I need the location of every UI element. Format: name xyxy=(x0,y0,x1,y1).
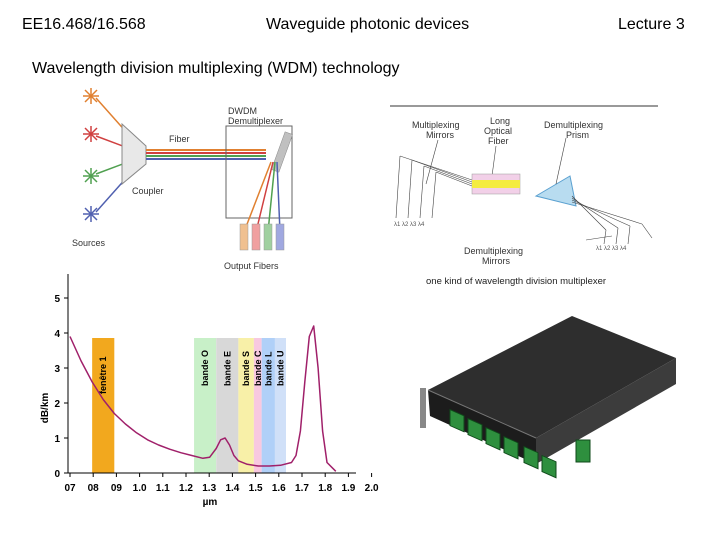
band-label: fenêtre 1 xyxy=(98,356,109,394)
long-fiber-label: Long xyxy=(490,116,511,126)
demux-mirrors-label-2: Mirrors xyxy=(482,256,510,266)
y-tick-label: 4 xyxy=(54,329,60,340)
right-wavelength-ticks: λ1 λ2 λ3 λ4 xyxy=(596,246,627,252)
long-fiber-label-3: Fiber xyxy=(488,136,509,146)
band-label: bande E xyxy=(222,350,233,386)
x-tick-label: 08 xyxy=(87,483,99,494)
demux-output-beams xyxy=(244,162,280,232)
band-label: bande C xyxy=(252,350,263,386)
x-ticks xyxy=(64,473,379,494)
output-fiber-1 xyxy=(240,224,248,250)
output-fibers xyxy=(240,224,284,250)
x-tick-label: 1.2 xyxy=(179,483,193,494)
band-label: bande S xyxy=(241,350,252,386)
x-tick-label: 2.0 xyxy=(364,483,379,494)
multiplexed-fiber xyxy=(146,150,266,159)
source-star-1 xyxy=(83,88,99,104)
x-tick-label: 1.1 xyxy=(155,483,170,494)
wdm-module-photo xyxy=(406,304,690,498)
output-fiber-3 xyxy=(264,224,272,250)
left-wavelength-ticks: λ1 λ2 λ3 λ4 xyxy=(394,222,425,228)
multiplexer-caption: one kind of wavelength division multiplexer xyxy=(426,276,607,287)
coupler-label: Coupler xyxy=(132,186,164,196)
x-tick-label: 1.8 xyxy=(318,483,333,494)
y-tick-label: 2 xyxy=(54,399,60,410)
sources-label: Sources xyxy=(72,238,106,248)
x-tick-label: 1.9 xyxy=(341,483,356,494)
x-axis-label: µm xyxy=(202,497,218,508)
coupler-shape xyxy=(122,124,146,184)
x-tick-label: 1.3 xyxy=(202,483,217,494)
x-tick-label: 1.0 xyxy=(132,483,147,494)
demux-prism-label-2: Prism xyxy=(566,130,589,140)
demultiplexer-label: Demultiplexer xyxy=(228,116,284,126)
y-tick-label: 1 xyxy=(54,434,60,445)
optical-fiber-core xyxy=(472,180,520,188)
dwdm-diagram xyxy=(66,84,366,274)
mounting-bracket xyxy=(420,388,426,428)
lecture-number: Lecture 3 xyxy=(618,16,685,33)
demux-prism-label: Demultiplexing xyxy=(544,120,604,130)
demux-prism xyxy=(536,176,576,206)
mux-mirrors-label-2: Mirrors xyxy=(426,130,454,140)
demux-mirrors-label: Demultiplexing xyxy=(464,246,524,256)
x-tick-label: 07 xyxy=(64,483,76,494)
band-label: bande L xyxy=(263,351,274,386)
long-fiber-label-2: Optical xyxy=(484,126,513,136)
output-fiber-2 xyxy=(252,224,260,250)
fiber-loss-chart xyxy=(26,266,386,510)
source-stars xyxy=(83,88,99,222)
y-tick-label: 5 xyxy=(54,294,60,305)
mux-mirrors-label: Multiplexing xyxy=(412,120,460,130)
fiber-label: Fiber xyxy=(169,134,190,144)
y-ticks xyxy=(54,294,68,480)
y-tick-label: 3 xyxy=(54,364,60,375)
common-port-connector xyxy=(576,440,590,462)
output-fibers-label: Output Fibers xyxy=(224,261,279,271)
y-axis-label: dB/km xyxy=(40,392,51,424)
x-tick-label: 1.5 xyxy=(248,483,263,494)
prism-multiplexer-diagram xyxy=(386,98,666,290)
x-tick-label: 1.7 xyxy=(295,483,309,494)
band-label: bande O xyxy=(200,349,211,386)
source-star-2 xyxy=(83,126,99,142)
x-tick-label: 1.4 xyxy=(225,483,240,494)
dwdm-label: DWDM xyxy=(228,106,257,116)
page-title: Waveguide photonic devices xyxy=(266,16,470,33)
x-tick-label: 09 xyxy=(110,483,122,494)
y-tick-label: 0 xyxy=(54,469,60,480)
x-tick-label: 1.6 xyxy=(271,483,286,494)
band-label: bande U xyxy=(275,350,286,386)
source-star-4 xyxy=(83,206,99,222)
output-fiber-4 xyxy=(276,224,284,250)
course-code: EE16.468/16.568 xyxy=(22,16,146,33)
slide-subtitle: Wavelength division multiplexing (WDM) technology xyxy=(32,60,400,77)
source-star-3 xyxy=(83,168,99,184)
